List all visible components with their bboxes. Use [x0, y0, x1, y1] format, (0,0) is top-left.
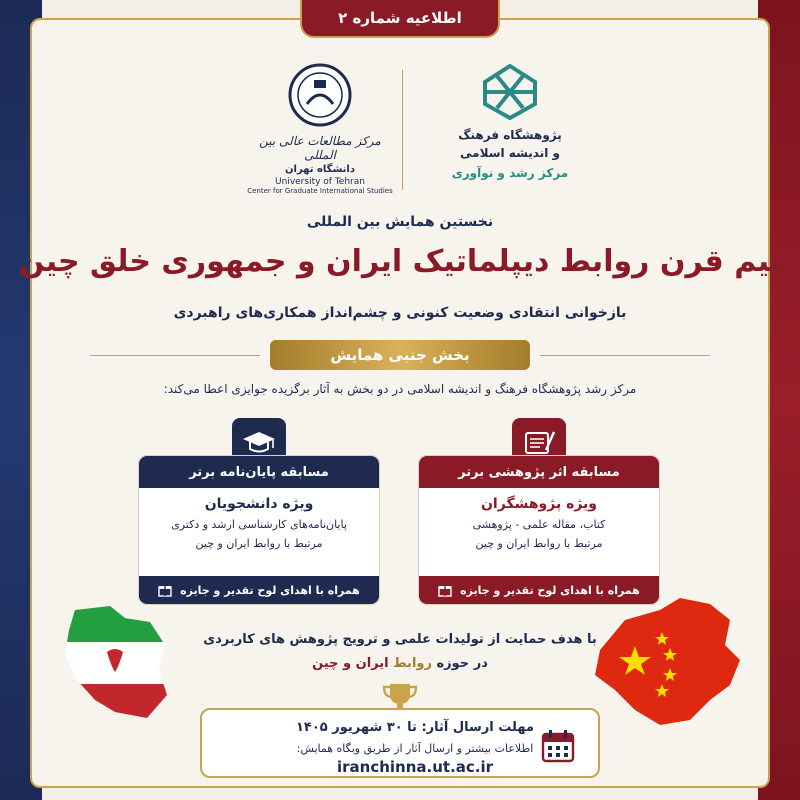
thesis-competition-card [138, 455, 380, 605]
research-card-footer: همراه با اهدای لوح تقدیر و جایزه [419, 576, 659, 604]
gift-icon [158, 583, 172, 597]
goal-line-1: با هدف حمایت از تولیدات علمی و ترویج پژوهش های کاربردی [203, 632, 597, 647]
university-seal-icon [287, 62, 353, 128]
research-card-title: مسابقه اثر پژوهشی برتر [419, 456, 659, 488]
book-pen-icon [522, 428, 556, 458]
conference-subtitle: نخستین همایش بین المللی [306, 214, 494, 230]
conference-title: نیم قرن روابط دیپلماتیک ایران و جمهوری خلق چین [18, 244, 782, 279]
gift-icon [438, 583, 452, 597]
banner-line-right [540, 355, 710, 356]
research-card-description: کتاب، مقاله علمی - پژوهشی مرتبط با روابط ایران و چین [472, 518, 606, 550]
thesis-card-audience: ویژه دانشجویان [204, 496, 314, 512]
research-competition-card [418, 455, 660, 605]
announcement-tab: اطلاعیه شماره ۲ [300, 0, 500, 38]
banner-line-left [90, 355, 260, 356]
side-section-banner: بخش جنبی همایش [270, 340, 530, 370]
goal-line-2: در حوزه روابط ایران و چین [312, 656, 488, 671]
thesis-card-title: مسابقه پایان‌نامه برتر [139, 456, 379, 488]
deadline-text: مهلت ارسال آثار: تا ۳۰ شهریور ۱۴۰۵ [295, 720, 534, 735]
research-card-audience: ویژه پژوهشگران [480, 496, 598, 512]
institute-logo [440, 62, 580, 180]
logo-divider [402, 70, 403, 190]
iran-flag-map-icon [55, 600, 175, 725]
calendar-icon [540, 728, 576, 764]
more-info-text: اطلاعات بیشتر و ارسال آثار از طریق وبگاه همایش: [296, 742, 534, 755]
graduation-cap-icon [241, 428, 277, 458]
thesis-card-description: پایان‌نامه‌های کارشناسی ارشد و دکتری مرتبط با روابط ایران و چین [171, 518, 347, 550]
conference-tagline: بازخوانی انتقادی وضعیت کنونی و چشم‌انداز همکاری‌های راهبردی [173, 305, 627, 321]
knot-logo-icon [475, 62, 545, 122]
deadline-box [200, 708, 600, 778]
thesis-card-footer: همراه با اهدای لوح تقدیر و جایزه [139, 576, 379, 604]
university-logo: مرکز مطالعات عالی بین المللی دانشگاه تهران University of Tehran Center for Graduate International Studies [245, 62, 395, 195]
intro-text: مرکز رشد پژوهشگاه فرهنگ و اندیشه اسلامی در دو بخش به آثار برگزیده جوایزی اعطا می‌کند: [163, 382, 637, 396]
institute-name: پژوهشگاه فرهنگ و اندیشه اسلامی [458, 128, 562, 160]
website-link[interactable]: iranchinna.ut.ac.ir [336, 758, 494, 776]
institute-center: مرکز رشد و نوآوری [451, 166, 569, 180]
